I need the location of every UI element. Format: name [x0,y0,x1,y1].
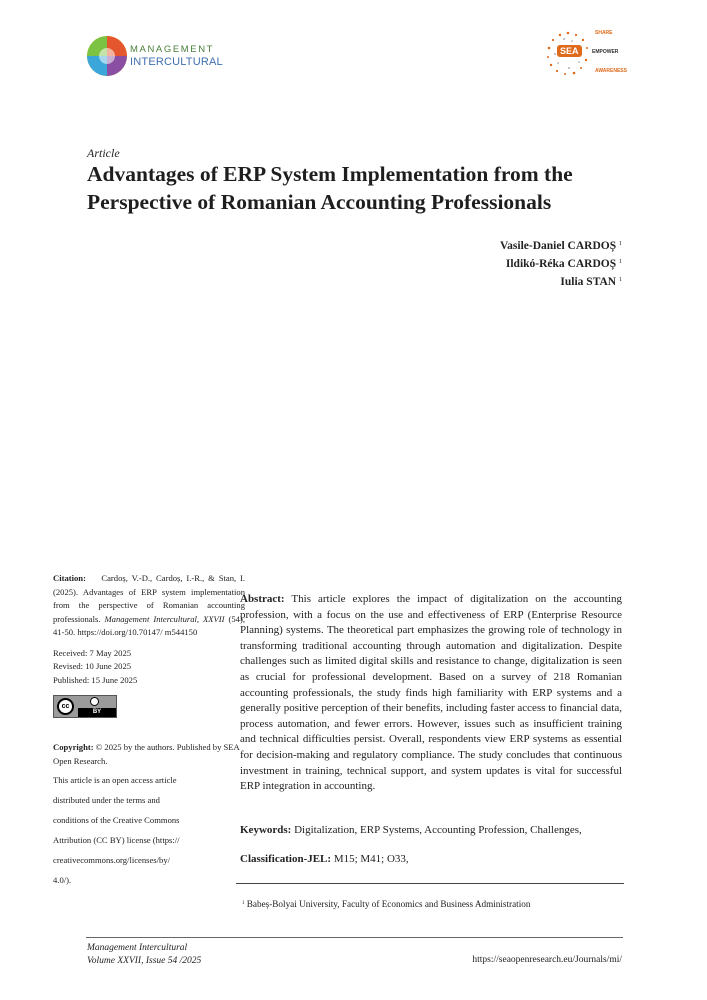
copyright-label: Copyright: [53,742,94,753]
abstract-label: Abstract: [240,593,285,605]
license-link[interactable]: Attribution (CC BY) license (https:// [53,835,180,846]
abstract-text: This article explores the impact of digitalization on the accounting profession, with a focus on the use and effectiveness of ERP (Enterprise Resource Planning) systems. The theoretical part emphasizes the growing role of technology in transforming traditional accounting through automation and digitalization. Despite challenges such as limited digital skills and resistance to change, digitalization is seen as crucial for professional development. Based on a survey of 218 Romanian accounting professionals, the study finds high familiarity with ERP systems and a generally positive perception of their benefits, including faster access to financial data, process automation, and fewer errors. However, issues such as insufficient training and technical difficulties persist. Overall, respondents view ERP systems as essential for decision-making and regulatory compliance. The study concludes that continuous investment in training, technical support, and system updates is vital for successful ERP integration in accounting. [240,593,622,793]
footer-journal-info [87,942,201,968]
keywords-label: Keywords: [240,824,292,836]
footer-journal-name: Management Intercultural [87,943,188,953]
jel-text: M15; M41; O33, [331,853,409,865]
cc-mark: cc [57,698,74,715]
by-mark: BY [78,708,116,717]
affiliation-marker: 1 [619,259,622,265]
affiliation-footnote [242,899,530,909]
footer-issue: Volume XXVII, Issue 54 /2025 [87,956,202,966]
received-date: Received: 7 May 2025 [53,647,132,658]
management-intercultural-logo [86,35,246,79]
keywords [240,824,622,836]
author-entry [400,254,622,272]
license-link[interactable]: 4.0/). [53,875,72,886]
author-name: Ildikó-Réka CARDOȘ [505,258,617,270]
citation-doi[interactable]: (54), 41-50. https://doi.org/10.70147/ m544150 [53,613,245,638]
jel-label: Classification-JEL: [240,853,332,865]
publication-dates [53,647,245,688]
license-link[interactable]: creativecommons.org/licenses/by/ [53,855,171,866]
author-entry [400,236,622,254]
citation-journal: Management Intercultural, XXVII [104,613,225,624]
colorful-globe-logo-icon [86,35,128,77]
attribution-person-icon [90,697,99,706]
footer-divider [86,937,623,938]
author-entry [400,272,622,290]
logo-line-1: MANAGEMENT [130,44,215,55]
copyright-text: © 2025 by the authors. Published by SEA Open Research. [53,742,240,767]
article-title: Advantages of ERP System Implementation from the Perspective of Romanian Accounting Professionals [87,162,573,214]
published-date: Published: 15 June 2025 [53,674,138,685]
affiliation-marker: 1 [619,277,622,283]
footnote-marker: 1 [242,901,245,906]
open-access-notice [53,770,245,890]
copyright-notice [53,740,245,768]
footnote-text: Babeș-Bolyai University, Faculty of Economics and Business Administration [244,899,531,909]
article-type-label: Article [87,146,120,160]
citation-label: Citation: [53,573,86,583]
logo-line-2: INTERCULTURAL [130,56,223,68]
logo-word-empower: EMPOWER [592,49,619,55]
open-access-line: This article is an open access article [53,775,177,786]
keywords-text: Digitalization, ERP Systems, Accounting Profession, Challenges, [291,824,582,836]
footnote-divider [236,883,624,884]
sea-badge: SEA [557,45,582,57]
author-name: Vasile-Daniel CARDOȘ [499,240,617,252]
affiliation-marker: 1 [619,241,622,247]
sea-logo [543,28,633,80]
creative-commons-by-icon[interactable] [53,695,117,718]
logo-word-awareness: AWARENESS [595,68,627,74]
footer-url[interactable]: https://seaopenresearch.eu/Journals/mi/ [472,955,622,965]
citation-text: Cardoș, V.-D., Cardoș, I.-R., & Stan, I. (2025). Advantages of ERP system implementation from the perspective of Romanian accounting professionals. [53,573,246,624]
revised-date: Revised: 10 June 2025 [53,661,132,672]
article-sidebar [53,572,245,890]
author-list [400,236,622,290]
open-access-line: distributed under the terms and [53,795,160,806]
author-name: Iulia STAN [560,276,617,288]
abstract [240,592,622,795]
logo-word-share: SHARE [595,30,613,36]
jel-classification [240,853,622,865]
open-access-line: conditions of the Creative Commons [53,815,180,826]
citation [53,572,245,640]
